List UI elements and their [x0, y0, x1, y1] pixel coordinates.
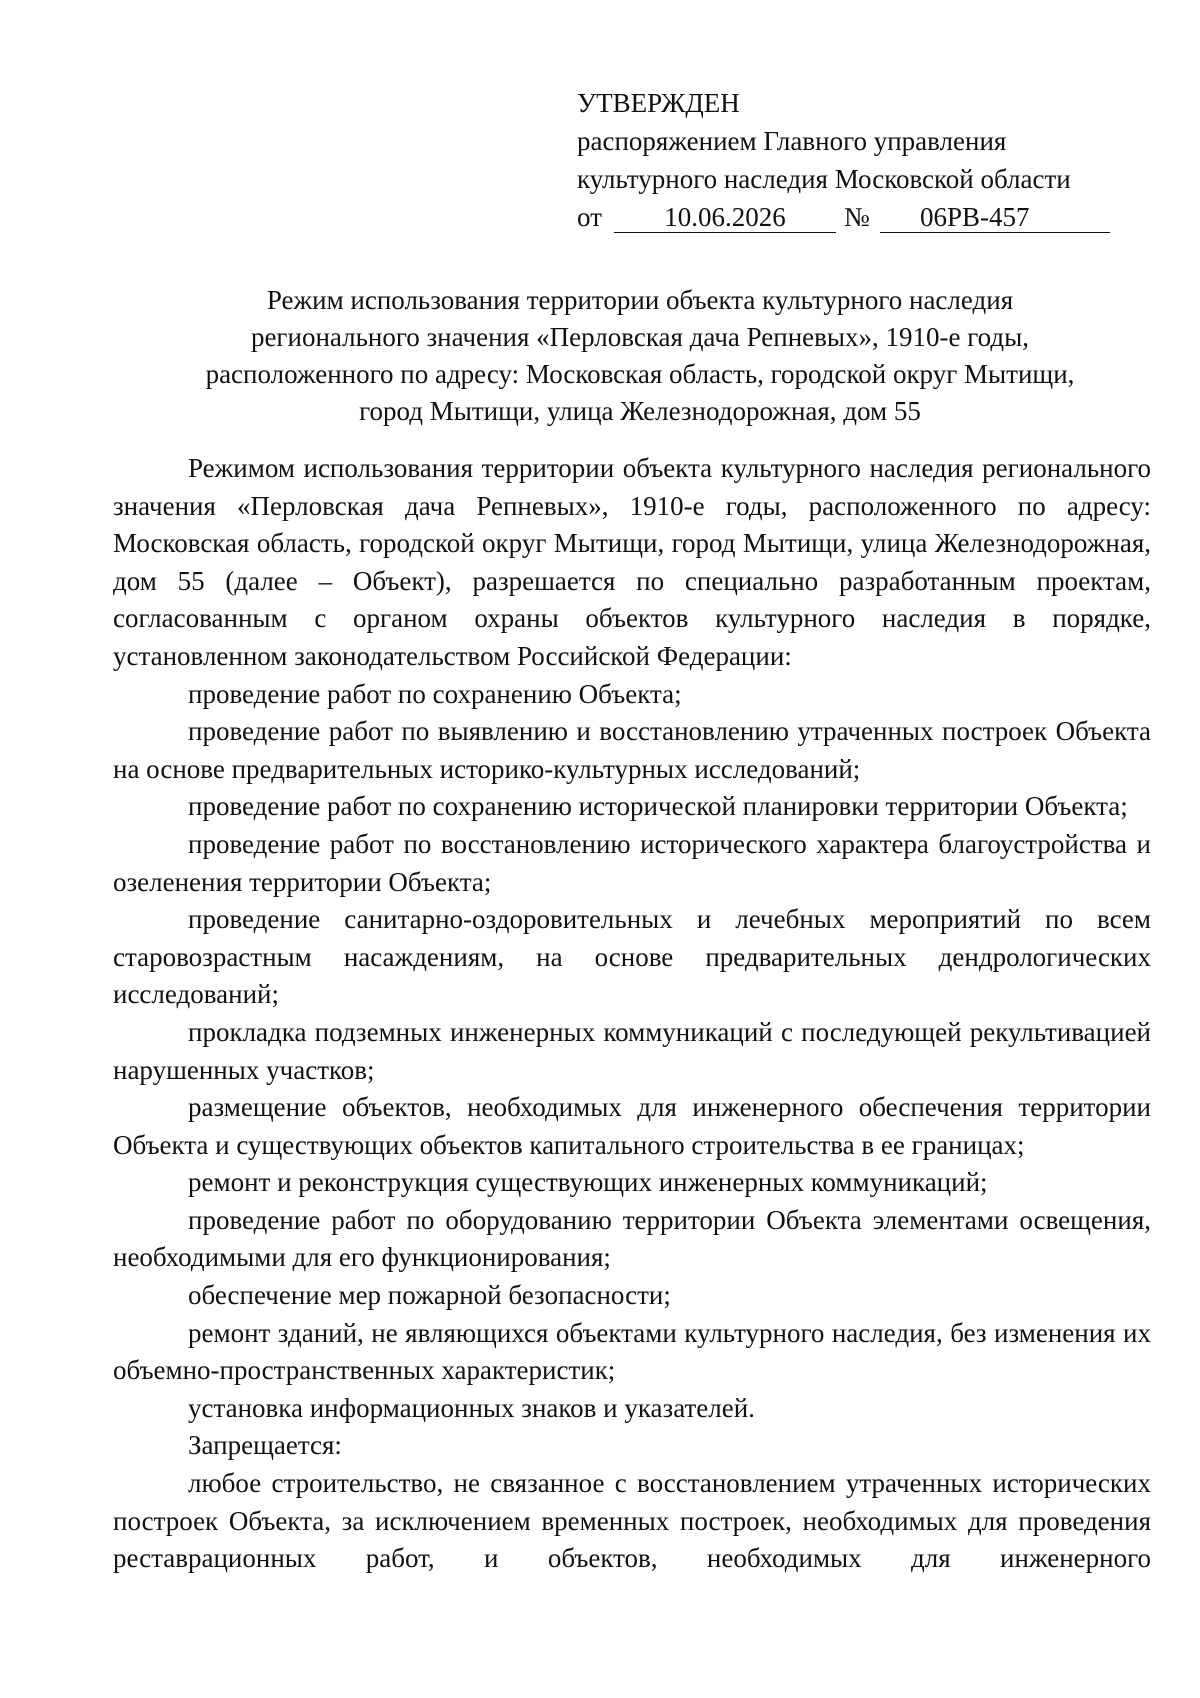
list-item: проведение работ по сохранению исторической планировки территории Объекта;: [188, 791, 1128, 822]
approval-number: 06РВ-457: [880, 202, 1110, 233]
list-item: обеспечение мер пожарной безопасности;: [188, 1280, 671, 1311]
list-item: проведение санитарно-оздоровительных и лечебных мероприятий по всем старовозрастным насаждениям, на основе предварительных дендрологических исследований;: [113, 904, 1151, 1010]
approval-line-1: распоряжением Главного управления: [577, 126, 1007, 156]
list-item: проведение работ по выявлению и восстановлению утраченных построек Объекта на основе предварительных историко-культурных исследований;: [113, 716, 1151, 784]
approval-block: [577, 84, 1110, 236]
approval-heading: УТВЕРЖДЕН: [577, 88, 740, 118]
approval-date: 10.06.2026: [614, 202, 836, 233]
title-line-1: Режим использования территории объекта культурного наследия: [266, 285, 1014, 315]
section-heading-prohibited: Запрещается:: [188, 1430, 342, 1461]
list-item: прокладка подземных инженерных коммуникаций с последующей рекультивацией нарушенных участков;: [113, 1016, 1151, 1085]
document-body: [113, 450, 1151, 1578]
list-item: проведение работ по сохранению Объекта;: [188, 678, 682, 709]
list-item: проведение работ по оборудованию территории Объекта элементами освещения, необходимыми для его функционирования;: [113, 1204, 1151, 1273]
approval-reference: [577, 198, 1110, 236]
paragraph-intro: Режимом использования территории объекта культурного наследия регионального значения «Перловская дача Репневых», 1910-е годы, расположенного по адресу: Московская область, городской округ Мытищи, город Мытищи, улица Железнодорожная, дом 55 (далее – Объект), разрешается по специально разработанным проектам, согласованным с органом охраны объектов культурного наследия в порядке, установленном законодательством Российской Федерации:: [113, 453, 1151, 671]
number-sign: №: [843, 202, 870, 232]
document-title: [120, 282, 1160, 430]
date-prefix: от: [577, 202, 602, 232]
list-item: ремонт и реконструкция существующих инженерных коммуникаций;: [188, 1167, 988, 1198]
title-line-2: регионального значения «Перловская дача Репневых», 1910-е годы,: [250, 322, 1030, 352]
list-item: установка информационных знаков и указателей.: [188, 1392, 755, 1423]
title-line-4: город Мытищи, улица Железнодорожная, дом 55: [359, 396, 921, 426]
list-item: проведение работ по восстановлению исторического характера благоустройства и озеленения территории Объекта;: [113, 828, 1151, 897]
list-item: ремонт зданий, не являющихся объектами культурного наследия, без изменения их объемно-пространственных характеристик;: [113, 1317, 1151, 1386]
list-item: размещение объектов, необходимых для инженерного обеспечения территории Объекта и существующих объектов капитального строительства в ее границах;: [113, 1092, 1151, 1160]
approval-line-2: культурного наследия Московской области: [577, 164, 1071, 194]
title-line-3: расположенного по адресу: Московская область, городской округ Мытищи,: [205, 359, 1075, 389]
list-item: любое строительство, не связанное с восстановлением утраченных исторических построек Объекта, за исключением временных построек, необходимых для проведения реставрационных работ, и объектов, необходимых для инженерного: [113, 1468, 1151, 1574]
